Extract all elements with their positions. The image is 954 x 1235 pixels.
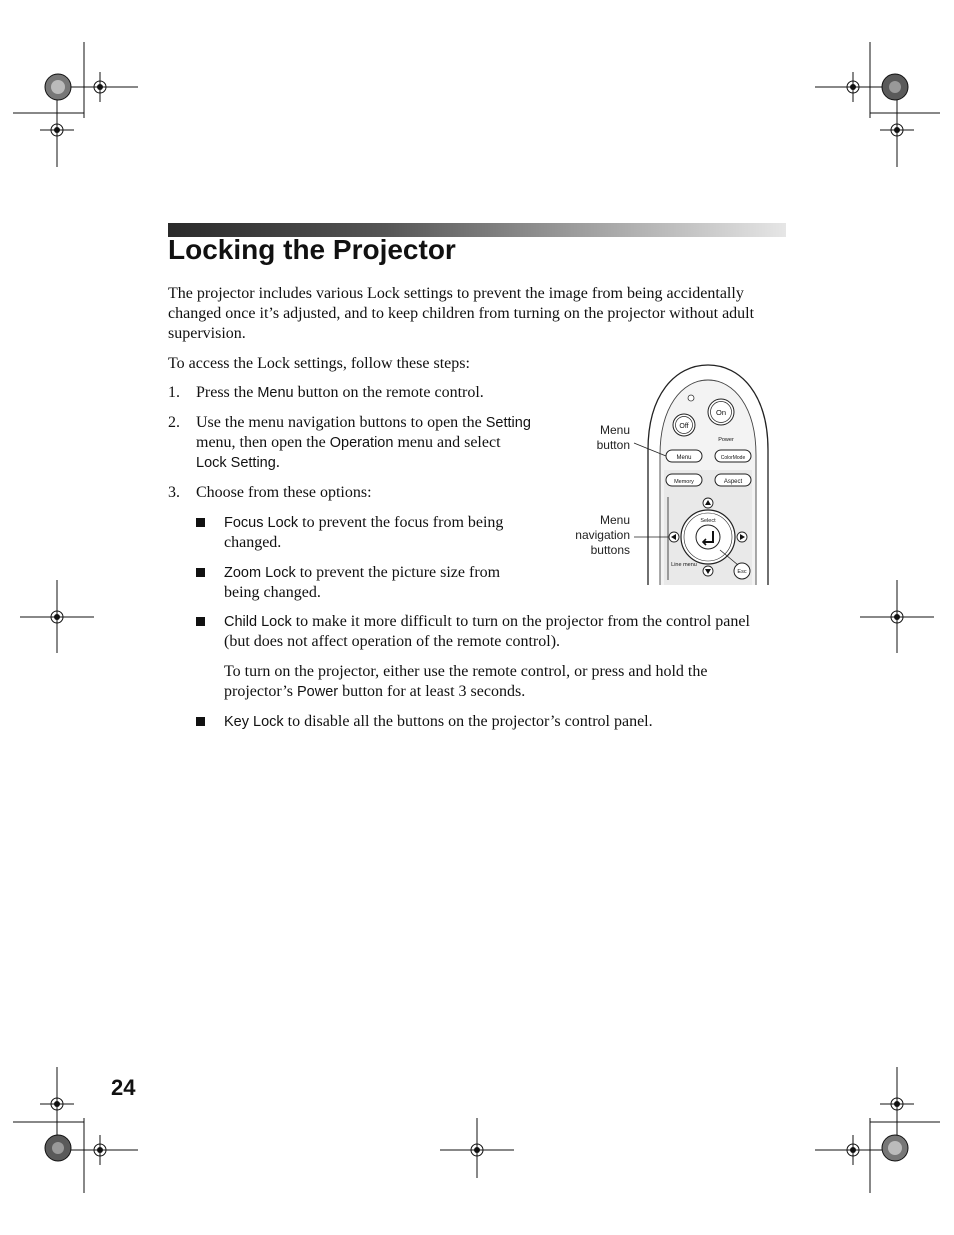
option-focus-lock bbox=[196, 513, 536, 555]
ui-term-setting: Setting bbox=[485, 415, 531, 431]
select-label: Select bbox=[700, 518, 716, 524]
option-key-lock bbox=[196, 712, 786, 732]
callout-menu-button: Menu button bbox=[596, 423, 630, 452]
option-child-lock bbox=[196, 612, 786, 654]
step-text: Choose from these options: bbox=[196, 484, 372, 501]
access-instructions: To access the Lock settings, follow these steps: bbox=[168, 355, 470, 372]
ui-term-menu: Menu bbox=[257, 385, 294, 401]
on-button-label: On bbox=[715, 408, 727, 417]
color-mode-button-label: ColorMode bbox=[720, 455, 746, 461]
step-text: Press the Menu button on the remote control. bbox=[196, 384, 484, 401]
line-menu-label: Line menu bbox=[671, 562, 697, 568]
step-text: Use the menu navigation buttons to open the Setting menu, then open the Operation menu and select Lock Setting. bbox=[196, 414, 531, 471]
page-number: 24 bbox=[111, 1075, 136, 1100]
memory-button-label: Memory bbox=[674, 479, 694, 485]
aspect-button-label: Aspect bbox=[723, 479, 743, 485]
ui-term-child-lock: Child Lock bbox=[224, 614, 292, 630]
ui-term-operation: Operation bbox=[329, 435, 394, 451]
ui-term-power: Power bbox=[297, 684, 339, 700]
option-text: Zoom Lock to prevent the picture size from being changed. bbox=[224, 564, 501, 601]
page-title: Locking the Projector bbox=[168, 234, 456, 265]
ui-term-focus-lock: Focus Lock bbox=[224, 515, 299, 531]
esc-label: Esc bbox=[737, 569, 747, 575]
ui-term-key-lock: Key Lock bbox=[224, 714, 284, 730]
callout-menu-navigation: Menu navigation buttons bbox=[575, 513, 630, 557]
step-number: 3. bbox=[168, 484, 180, 501]
ui-term-lock-setting: Lock Setting bbox=[196, 455, 276, 471]
option-text: Child Lock to make it more difficult to turn on the projector from the control panel (but does not affect operation of the remote control). bbox=[224, 613, 750, 650]
menu-button-label: Menu bbox=[676, 455, 692, 461]
option-text: Focus Lock to prevent the focus from being changed. bbox=[224, 514, 504, 551]
step-3 bbox=[168, 483, 568, 503]
power-label: Power bbox=[718, 437, 734, 443]
option-text: Key Lock to disable all the buttons on the projector’s control panel. bbox=[224, 713, 653, 730]
step-2 bbox=[168, 413, 568, 475]
bullet-square bbox=[196, 518, 205, 527]
off-button-label: Off bbox=[679, 423, 689, 430]
remote-control-illustration bbox=[560, 355, 790, 590]
intro-paragraph: The projector includes various Lock settings to prevent the image from being accidentally changed once it’s adjusted, and to keep children from turning on the projector without adult supervision. bbox=[168, 285, 755, 342]
step-1 bbox=[168, 383, 568, 403]
bullet-square bbox=[196, 568, 205, 577]
step-number: 1. bbox=[168, 384, 180, 401]
remote-control-figure bbox=[560, 355, 790, 590]
ui-term-zoom-lock: Zoom Lock bbox=[224, 565, 296, 581]
child-lock-note: To turn on the projector, either use the remote control, or press and hold the projector’s Power button for at least 3 seconds. bbox=[224, 663, 708, 700]
bullet-square bbox=[196, 617, 205, 626]
step-number: 2. bbox=[168, 414, 180, 431]
option-zoom-lock bbox=[196, 563, 536, 605]
bullet-square bbox=[196, 717, 205, 726]
